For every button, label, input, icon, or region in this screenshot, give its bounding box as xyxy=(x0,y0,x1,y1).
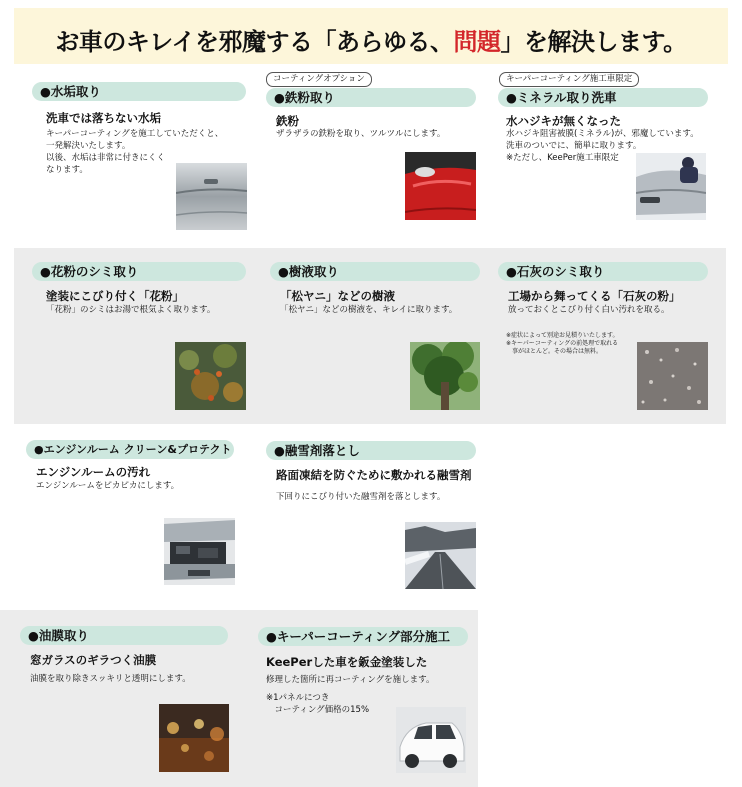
note-line: コーティング価格の15% xyxy=(266,705,370,715)
service-title: ●ミネラル取り洗車 xyxy=(506,90,617,105)
note-line: ※1パネルにつき xyxy=(266,693,330,703)
desc-line: 一発解決いたします。 xyxy=(46,141,131,151)
red-car-hood-photo xyxy=(405,152,476,220)
title-pill-pollen xyxy=(32,262,246,281)
title-pill-oil-film xyxy=(20,626,228,645)
title-pill-partial xyxy=(258,627,468,646)
service-headline: 窓ガラスのギラつく油膜 xyxy=(30,653,157,667)
title-text-1: お車のキレイを邪魔する「あらゆる、 xyxy=(55,28,454,56)
service-headline: KeePerした車を鈑金塗装した xyxy=(266,655,428,669)
service-desc: 放っておくとこびり付く白い汚れを取る。 xyxy=(508,305,670,315)
rainy-windshield-photo xyxy=(159,704,229,772)
desc-line: 以後、水垢は非常に付きにくく xyxy=(46,153,166,163)
service-headline: 鉄粉 xyxy=(276,114,299,128)
service-title: ●融雪剤落とし xyxy=(274,443,360,458)
service-headline: 水ハジキが無くなった xyxy=(506,114,621,128)
service-notes xyxy=(506,332,619,356)
service-title: ●樹液取り xyxy=(278,264,339,279)
service-title: ●水垢取り xyxy=(40,84,101,99)
service-title: ●キーパーコーティング部分施工 xyxy=(266,629,451,644)
service-desc: 「花粉」のシミはお湯で根気よく取ります。 xyxy=(46,305,216,315)
washing-silver-car-photo xyxy=(636,153,706,220)
tree-photo xyxy=(410,342,480,410)
cedar-pollen-photo xyxy=(175,342,246,410)
note-line: ※キーパーコーティングの前処理で取れる xyxy=(506,340,619,347)
title-pill-mineral xyxy=(498,88,708,107)
desc-line: 洗車のついでに、簡単に取ります。 xyxy=(506,141,642,151)
header-banner xyxy=(14,8,728,64)
note-line: 事がほとんど。その場合は無料。 xyxy=(506,348,603,355)
service-desc: ザラザラの鉄粉を取り、ツルツルにします。 xyxy=(276,129,446,139)
lime-stain-photo xyxy=(637,342,708,410)
note-line: ※症状によって別途お見積りいたします。 xyxy=(506,332,619,339)
engine-bay-photo xyxy=(164,518,235,585)
option-tag: コーティングオプション xyxy=(266,72,372,87)
service-headline: 工場から舞ってくる「石灰の粉」 xyxy=(508,289,681,303)
title-pill-lime xyxy=(498,262,708,281)
desc-line: ※ただし、KeePer施工車限定 xyxy=(506,153,619,163)
service-notes xyxy=(266,692,369,716)
service-title: ●石灰のシミ取り xyxy=(506,264,605,279)
service-headline: 洗車では落ちない水垢 xyxy=(46,111,161,125)
service-title: ●油膜取り xyxy=(28,628,89,643)
service-desc: 「松ヤニ」などの樹液を、キレイに取ります。 xyxy=(280,305,458,315)
title-text-2: 」を解決します。 xyxy=(500,28,687,56)
snowy-road-photo xyxy=(405,522,476,589)
service-title: ●エンジンルーム クリーン&プロテクト xyxy=(34,443,232,456)
car-door-photo xyxy=(176,163,247,230)
service-desc: 修理した箇所に再コーティングを施します。 xyxy=(266,675,435,685)
page-title xyxy=(14,22,728,57)
service-headline: エンジンルームの汚れ xyxy=(36,465,151,479)
desc-line: 水ハジキ阻害被膜(ミネラル)が、邪魔しています。 xyxy=(506,129,699,139)
service-title: ●鉄粉取り xyxy=(274,90,335,105)
desc-line: キーパーコーティングを施工していただくと、 xyxy=(46,129,224,139)
title-pill-iron-powder xyxy=(266,88,476,107)
service-headline: 「松ヤニ」などの樹液 xyxy=(280,289,395,303)
service-desc: 油膜を取り除きスッキリと透明にします。 xyxy=(30,674,191,684)
service-title: ●花粉のシミ取り xyxy=(40,264,139,279)
title-pill-sap xyxy=(270,262,480,281)
limited-tag: キーパーコーティング施工車限定 xyxy=(499,72,639,87)
title-pill-water-scale xyxy=(32,82,246,101)
title-pill-snow-melt xyxy=(266,441,476,460)
title-pill-engine xyxy=(26,440,234,459)
service-desc: エンジンルームをピカピカにします。 xyxy=(36,481,180,491)
desc-line: なります。 xyxy=(46,165,88,175)
service-headline: 路面凍結を防ぐために敷かれる融雪剤 xyxy=(276,468,472,482)
service-headline: 塗装にこびり付く「花粉」 xyxy=(46,289,184,303)
service-desc: 下回りにこびり付いた融雪剤を落とします。 xyxy=(276,492,446,502)
title-highlight: 問題 xyxy=(453,28,501,56)
white-car-photo xyxy=(396,707,466,773)
